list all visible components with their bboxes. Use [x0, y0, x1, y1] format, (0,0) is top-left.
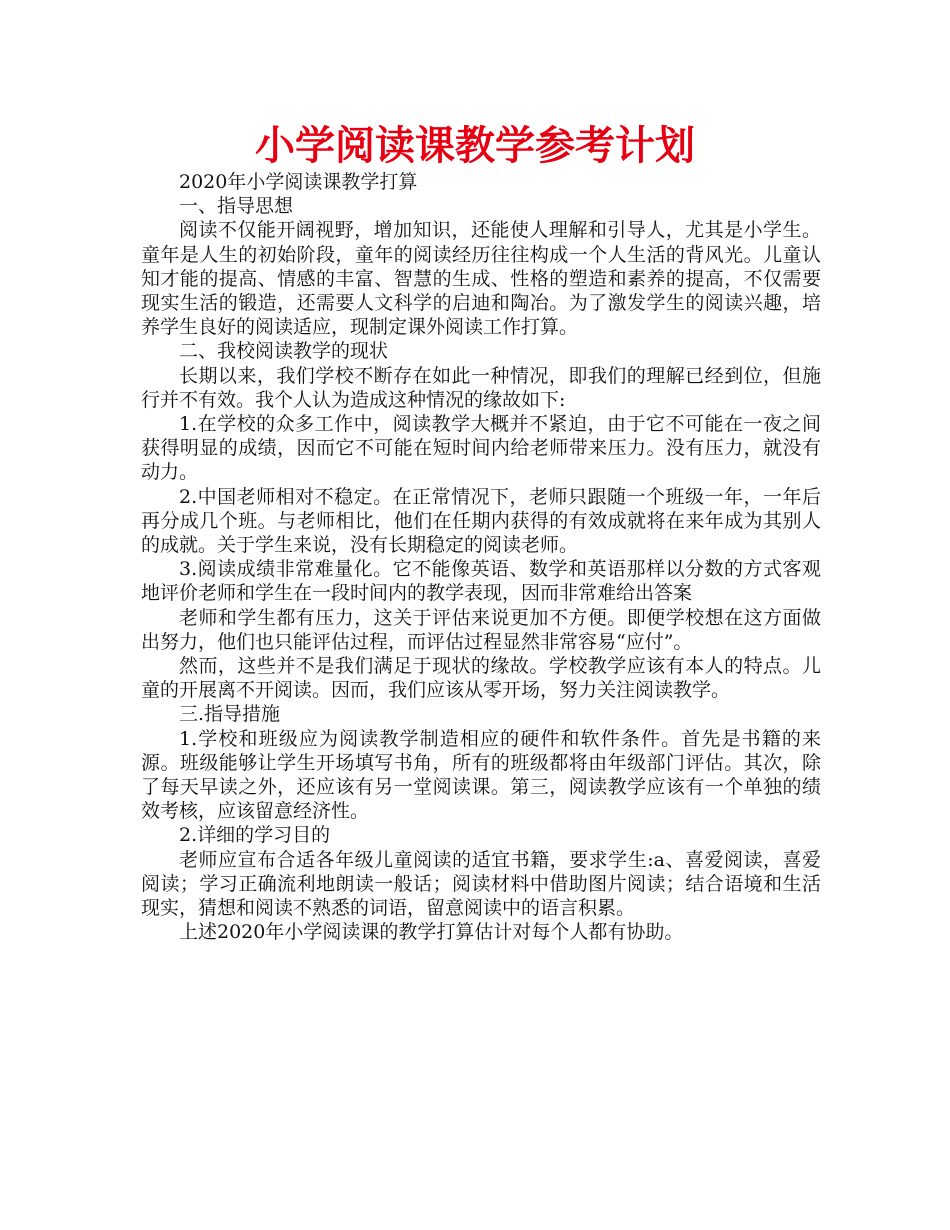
subtitle-line: 2020年小学阅读课教学打算 [179, 171, 418, 193]
paragraph: 长期以来，我们学校不断存在如此一种情况，即我们的理解已经到位，但施行并不有效。我个人认为造成这种情况的缘故如下: [141, 364, 821, 411]
list-item: 1.学校和班级应为阅读教学制造相应的硬件和软件条件。首先是书籍的来源。班级能够让学生开场填写书角，所有的班级都将由年级部门评估。其次，除了每天早读之外，还应该有另一堂阅读课。第三，阅读教学应该有一个单独的绩效考核，应该留意经济性。 [141, 727, 821, 823]
section-heading-current-status: 二、我校阅读教学的现状 [179, 340, 389, 363]
list-item: 2.详细的学习目的 [179, 824, 331, 847]
list-item: 2.中国老师相对不稳定。在正常情况下，老师只跟随一个班级一年，一年后再分成几个班。与老师相比，他们在任期内获得的有效成就将在来年成为其别人的成就。关于学生来说，没有长期稳定的阅读老师。 [141, 485, 821, 557]
paragraph: 阅读不仅能开阔视野，增加知识，还能使人理解和引导人，尤其是小学生。童年是人生的初始阶段，童年的阅读经历往往构成一个人生活的背风光。儿童认知才能的提高、情感的丰富、智慧的生成、性格的塑造和素养的提高，不仅需要现实生活的锻造，还需要人文科学的启迪和陶冶。为了激发学生的阅读兴趣，培养学生良好的阅读适应，现制定课外阅读工作打算。 [141, 219, 821, 339]
paragraph: 老师和学生都有压力，这关于评估来说更加不方便。即便学校想在这方面做出努力，他们也只能评估过程，而评估过程显然非常容易“应付”。 [141, 606, 821, 653]
section-heading-guiding-thought: 一、指导思想 [179, 195, 294, 218]
paragraph: 然而，这些并不是我们满足于现状的缘故。学校教学应该有本人的特点。儿童的开展离不开阅读。因而，我们应该从零开场，努力关注阅读教学。 [141, 655, 821, 702]
section-heading-measures: 三.指导措施 [179, 703, 281, 726]
paragraph: 老师应宣布合适各年级儿童阅读的适宜书籍，要求学生:a、喜爱阅读，喜爱阅读；学习正确流利地朗读一般话；阅读材料中借助图片阅读；结合语境和生活现实，猜想和阅读不熟悉的词语，留意阅读中的语言积累。 [141, 848, 821, 920]
closing-paragraph: 上述2020年小学阅读课的教学打算估计对每个人都有协助。 [179, 921, 684, 944]
document-title: 小学阅读课教学参考计划 [255, 123, 695, 169]
document-body [141, 170, 821, 945]
list-item: 3.阅读成绩非常难量化。它不能像英语、数学和英语那样以分数的方式客观地评价老师和学生在一段时间内的教学表现，因而非常难给出答案 [141, 558, 821, 605]
list-item: 1.在学校的众多工作中，阅读教学大概并不紧迫，由于它不可能在一夜之间获得明显的成绩，因而它不可能在短时间内给老师带来压力。没有压力，就没有动力。 [141, 413, 821, 484]
